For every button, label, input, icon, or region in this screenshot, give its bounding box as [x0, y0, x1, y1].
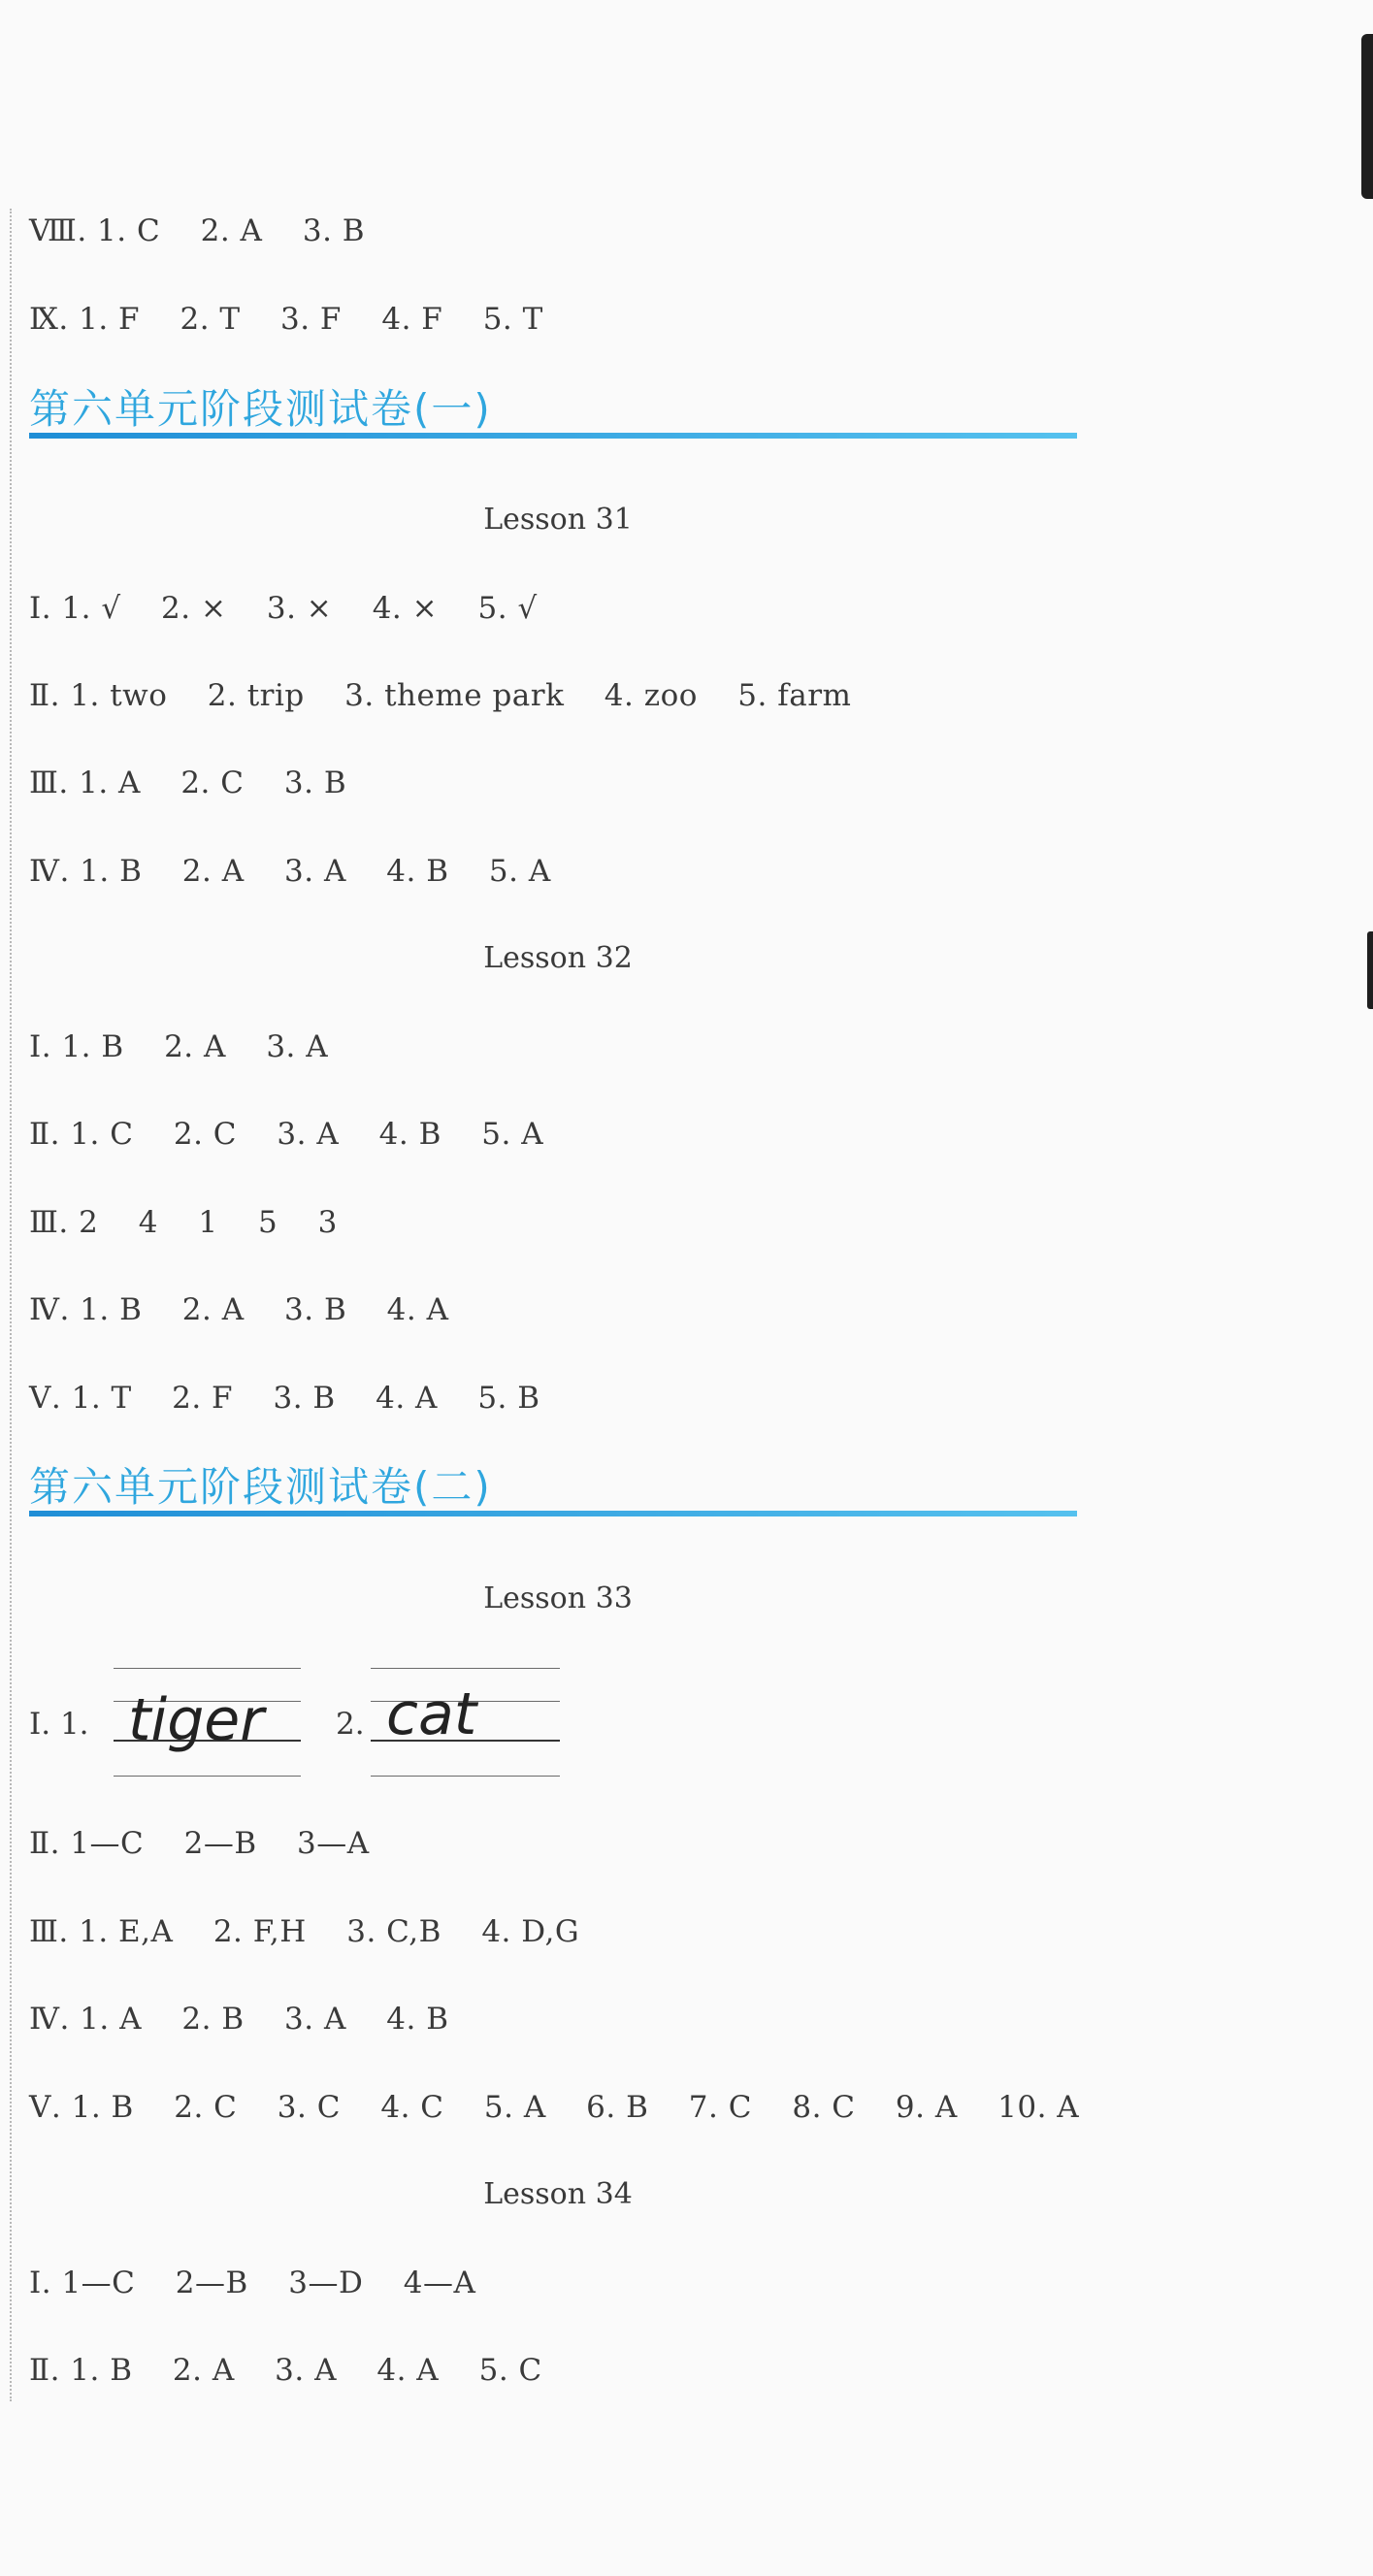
scan-edge-mark-top [1361, 34, 1373, 199]
handwritten-word-tiger: tiger [128, 1686, 264, 1754]
answer-line: Ⅲ. 2 4 1 5 3 [29, 1205, 338, 1240]
answer-line: Ⅳ. 1. B 2. A 3. A 4. B 5. A [29, 854, 551, 889]
handwriting-answers [29, 1654, 611, 1800]
guide-line [114, 1668, 301, 1669]
answer-line: Ⅴ. 1. B 2. C 3. C 4. C 5. A 6. B 7. C 8. C 9. A 10. A [29, 2090, 1080, 2125]
section-title-underline [29, 1511, 1077, 1516]
answer-line: Ⅳ. 1. A 2. B 3. A 4. B [29, 2002, 449, 2037]
handwriting-label-1: Ⅰ. 1. [29, 1707, 89, 1742]
answer-line: Ⅰ. 1—C 2—B 3—D 4—A [29, 2266, 476, 2300]
answer-line: Ⅳ. 1. B 2. A 3. B 4. A [29, 1292, 449, 1327]
answer-line: Ⅰ. 1. B 2. A 3. A [29, 1029, 329, 1064]
handwriting-label-2: 2. [336, 1707, 365, 1742]
section-title-underline [29, 433, 1077, 439]
guide-line [371, 1776, 560, 1777]
answer-line: Ⅲ. 1. E,A 2. F,H 3. C,B 4. D,G [29, 1914, 580, 1949]
section-title-unit6-test2: 第六单元阶段测试卷(二) [29, 1463, 492, 1511]
guide-line [371, 1668, 560, 1669]
handwritten-word-cat: cat [386, 1680, 477, 1748]
answer-line: Ⅴ. 1. T 2. F 3. B 4. A 5. B [29, 1381, 540, 1416]
lesson-heading-34: Lesson 34 [483, 2177, 633, 2211]
answer-line: Ⅲ. 1. A 2. C 3. B [29, 766, 347, 800]
guide-line [114, 1776, 301, 1777]
lesson-heading-32: Lesson 32 [483, 941, 633, 975]
answer-line: Ⅱ. 1. two 2. trip 3. theme park 4. zoo 5. farm [29, 678, 852, 713]
answer-line: Ⅱ. 1—C 2—B 3—A [29, 1826, 370, 1861]
answer-line: Ⅰ. 1. √ 2. × 3. × 4. × 5. √ [29, 591, 538, 626]
scan-edge-mark-middle [1367, 931, 1373, 1009]
answer-line-ix: Ⅸ. 1. F 2. T 3. F 4. F 5. T [29, 302, 543, 337]
answer-line: Ⅱ. 1. C 2. C 3. A 4. B 5. A [29, 1117, 544, 1152]
section-title-unit6-test1: 第六单元阶段测试卷(一) [29, 385, 492, 433]
answer-line: Ⅱ. 1. B 2. A 3. A 4. A 5. C [29, 2353, 542, 2388]
answer-line-viii: Ⅷ. 1. C 2. A 3. B [29, 213, 366, 248]
lesson-heading-31: Lesson 31 [483, 503, 633, 537]
lesson-heading-33: Lesson 33 [483, 1581, 633, 1615]
